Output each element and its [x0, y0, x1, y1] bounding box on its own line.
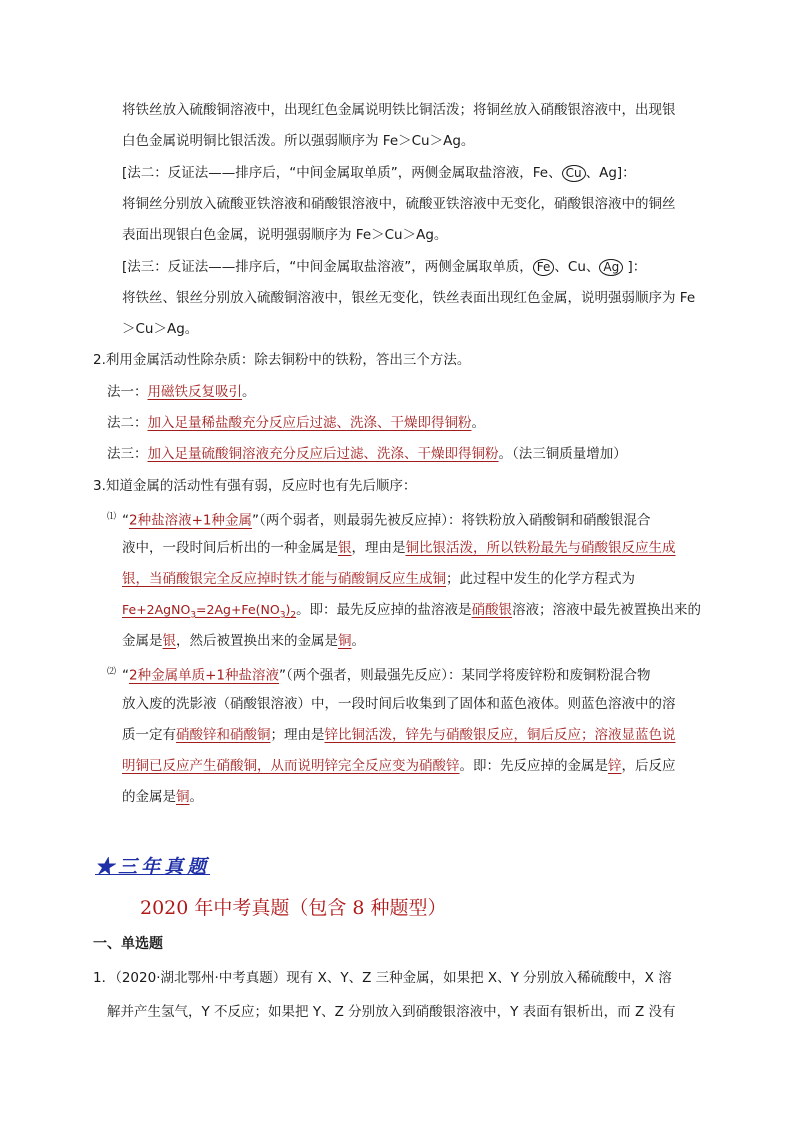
- question1-line2: 解并产生氢气，Y 不反应；如果把 Y、Z 分别放入到硝酸银溶液中，Y 表面有银析出，而 Z 没有: [107, 1004, 676, 1020]
- item3-part2-line2: 放入废的洗影液（硝酸银溶液）中，一段时间后收集到了固体和蓝色液体。则蓝色溶液中的溶: [122, 696, 676, 712]
- item2-method2: 法二：加入足量稀盐酸充分反应后过滤、洗涤、干燥即得铜粉。: [107, 415, 485, 431]
- question1-line1: 1．（2020·湖北鄂州·中考真题）现有 X、Y、Z 三种金属，如果把 X、Y 分别放入稀硫酸中，X 溶: [93, 970, 672, 986]
- method3-line2: ＞Cu＞Ag。: [122, 321, 199, 337]
- item3-part1-line4: $Fe+2AgNO_3=2Ag+Fe(NO_3)_2$。即：最先反应掉的盐溶液是硝酸银溶液；溶液中最先被置换出来的: [122, 602, 702, 621]
- subsection-title: 一、单选题: [93, 936, 163, 952]
- item2-method3: 法三：加入足量硫酸铜溶液充分反应后过滤、洗涤、干燥即得铜粉。（法三铜质量增加）: [107, 446, 627, 462]
- section-title: 2020 年中考真题（包含 8 种题型）: [140, 897, 447, 919]
- method2-heading: [法二：反证法——排序后，“中间金属取单质”，两侧金属取盐溶液，Fe、 Cu 、Ag]：: [122, 165, 636, 181]
- answer: 铜比银活泼，所以铁粉最先与硝酸银反应生成: [405, 540, 676, 556]
- method2-line1: 将铜丝分别放入硫酸亚铁溶液和硝酸银溶液中，硫酸亚铁溶液中无变化，硝酸银溶液中的铜丝: [122, 196, 676, 212]
- answer: 加入足量稀盐酸充分反应后过滤、洗涤、干燥即得铜粉: [147, 415, 472, 431]
- item3-part2-line1: ⑵ “2种金属单质+1种盐溶液”（两个强者，则最强先反应）：某同学将废锌粉和废铜粉混合物: [107, 667, 651, 684]
- keyword: 2种金属单质+1种盐溶液: [129, 667, 280, 684]
- answer: 铜: [176, 789, 190, 805]
- item3-part2-line5: 的金属是铜。: [122, 789, 203, 805]
- item2-heading: 2.利用金属活动性除杂质：除去铜粉中的铁粉，答出三个方法。: [93, 352, 471, 368]
- chemical-equation: $Fe+2AgNO_3=2Ag+Fe(NO_3)_2$: [122, 602, 297, 621]
- circled-ag: Ag: [599, 259, 623, 276]
- item3-part1-line2: 液中，一段时间后析出的一种金属是银，理由是铜比银活泼，所以铁粉最先与硝酸银反应生成: [122, 540, 676, 556]
- circled-fe: Fe: [533, 259, 555, 276]
- answer: 铜: [338, 633, 352, 649]
- item3-part1-line3: 银，当硝酸银完全反应掉时铁才能与硝酸铜反应生成铜；此过程中发生的化学方程式为: [122, 571, 635, 587]
- answer: 硝酸锌和硝酸铜: [176, 727, 271, 743]
- answer: 银: [338, 540, 352, 556]
- item3-part1-line1: ⑴ “2种盐溶液+1种金属”（两个弱者，则最弱先被反应掉）：将铁粉放入硝酸铜和硝酸银混合: [107, 512, 651, 529]
- method2-line2: 表面出现银白色金属，说明强弱顺序为 Fe＞Cu＞Ag。: [122, 227, 448, 243]
- answer: 锌: [608, 758, 622, 774]
- method1-line1: 将铁丝放入硫酸铜溶液中，出现红色金属说明铁比铜活泼；将铜丝放入硝酸银溶液中，出现银: [122, 102, 676, 118]
- item2-method1: 法一：用磁铁反复吸引。: [107, 384, 256, 400]
- answer: 明铜已反应产生硝酸铜，从而说明锌完全反应变为硝酸锌: [122, 758, 460, 774]
- answer: 银: [162, 633, 176, 649]
- item3-part1-line5: 金属是银，然后被置换出来的金属是铜。: [122, 633, 365, 649]
- keyword: 2种盐溶液+1种金属: [129, 512, 253, 529]
- item3-heading: 3.知道金属的活动性有强有弱，反应时也有先后顺序：: [93, 478, 417, 494]
- item3-part2-line4: 明铜已反应产生硝酸铜，从而说明锌完全反应变为硝酸锌。即：先反应掉的金属是锌，后反应: [122, 758, 676, 774]
- method3-line1: 将铁丝、银丝分别放入硫酸铜溶液中，银丝无变化，铁丝表面出现红色金属，说明强弱顺序为 Fe: [122, 290, 696, 306]
- answer: 锌比铜活泼，锌先与硝酸银反应，铜后反应；溶液显蓝色说: [324, 727, 676, 743]
- three-year-exam-heading: ★三年真题: [95, 856, 211, 878]
- answer: 硝酸银: [471, 602, 513, 618]
- item3-part2-line3: 质一定有硝酸锌和硝酸铜；理由是锌比铜活泼，锌先与硝酸银反应，铜后反应；溶液显蓝色说: [122, 727, 676, 743]
- method1-line2: 白色金属说明铜比银活泼。所以强弱顺序为 Fe＞Cu＞Ag。: [122, 133, 475, 149]
- answer: 加入足量硫酸铜溶液充分反应后过滤、洗涤、干燥即得铜粉: [147, 446, 499, 462]
- circled-cu: Cu: [562, 165, 586, 182]
- answer: 银，当硝酸银完全反应掉时铁才能与硝酸铜反应生成铜: [122, 571, 446, 587]
- method3-heading: [法三：反证法——排序后，“中间金属取盐溶液”，两侧金属取单质， Fe 、Cu、 Ag ]：: [122, 259, 647, 275]
- answer: 用磁铁反复吸引: [147, 384, 242, 400]
